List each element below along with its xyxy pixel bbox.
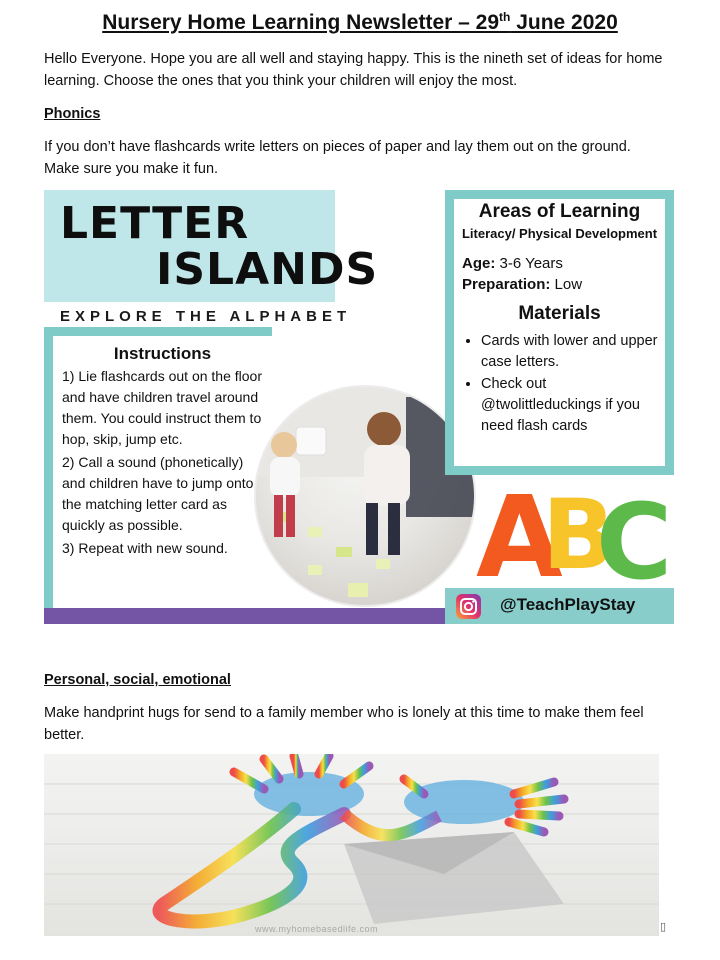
handprint-illustration — [44, 754, 659, 936]
letter-a: A — [476, 473, 563, 588]
pse-paragraph: Make handprint hugs for send to a family member who is lonely at this time to make them feel better. — [44, 705, 644, 743]
materials-list — [454, 331, 665, 437]
children-photo — [254, 385, 476, 607]
phonics-paragraph: If you don’t have flashcards write letters on pieces of paper and lay them out on the ground. Make sure you make it fun. — [44, 139, 631, 177]
materials-title: Materials — [518, 303, 601, 324]
areas-value: Literacy/ Physical Development — [461, 226, 658, 241]
age-line — [462, 253, 665, 295]
instructions-title: Instructions — [113, 344, 212, 363]
letter-c: C — [596, 481, 672, 588]
instructions-panel — [53, 336, 272, 617]
instruction-step: 2) Call a sound (phonetically) and children have to jump onto the matching letter card as quickly as possible. — [62, 454, 254, 533]
instagram-handle: @TeachPlayStay — [500, 595, 636, 614]
children-illustration — [256, 387, 474, 605]
poster-title-line2: ISLANDS — [156, 244, 379, 295]
title-text: Nursery Home Learning Newsletter – 29 — [102, 11, 500, 34]
handprint-hugs-photo — [44, 754, 659, 936]
poster-subtitle: EXPLORE THE ALPHABET — [60, 308, 352, 325]
areas-title: Areas of Learning — [478, 201, 641, 222]
newsletter-title — [0, 10, 720, 35]
phonics-heading: Phonics — [44, 106, 101, 122]
instructions-box — [44, 327, 272, 617]
prep-value: Low — [550, 276, 583, 293]
letter-islands-poster — [44, 190, 674, 624]
age-value: 3-6 Years — [495, 255, 563, 272]
text-cursor-icon: ▯ — [660, 921, 667, 933]
letter-b: B — [542, 479, 616, 588]
materials-item: • Check out @twolittleduckings if you need flash cards — [481, 374, 665, 437]
areas-of-learning-box — [445, 190, 674, 475]
instruction-step: 1) Lie flashcards out on the floor and have children travel around them. You could instruct them to hop, skip, jump etc. — [62, 368, 263, 447]
abc-graphic — [472, 472, 672, 588]
title-date: June 2020 — [510, 11, 618, 34]
areas-panel — [454, 199, 665, 466]
watermark: www.myhomebasedlife.com — [255, 924, 379, 934]
intro-paragraph: Hello Everyone. Hope you are all well and staying happy. This is the nineth set of ideas for home learning. Choose the ones that you think your children will enjoy the most. — [44, 51, 663, 89]
instagram-icon — [456, 594, 481, 619]
title-superscript: th — [499, 10, 511, 24]
poster-title-line1: LETTER — [60, 198, 250, 249]
instruction-step: 3) Repeat with new sound. — [62, 540, 228, 556]
pse-heading: Personal, social, emotional — [44, 672, 231, 688]
materials-item: • Cards with lower and upper case letters. — [481, 331, 665, 373]
prep-label: Preparation: — [462, 276, 551, 293]
age-label: Age: — [462, 255, 496, 272]
